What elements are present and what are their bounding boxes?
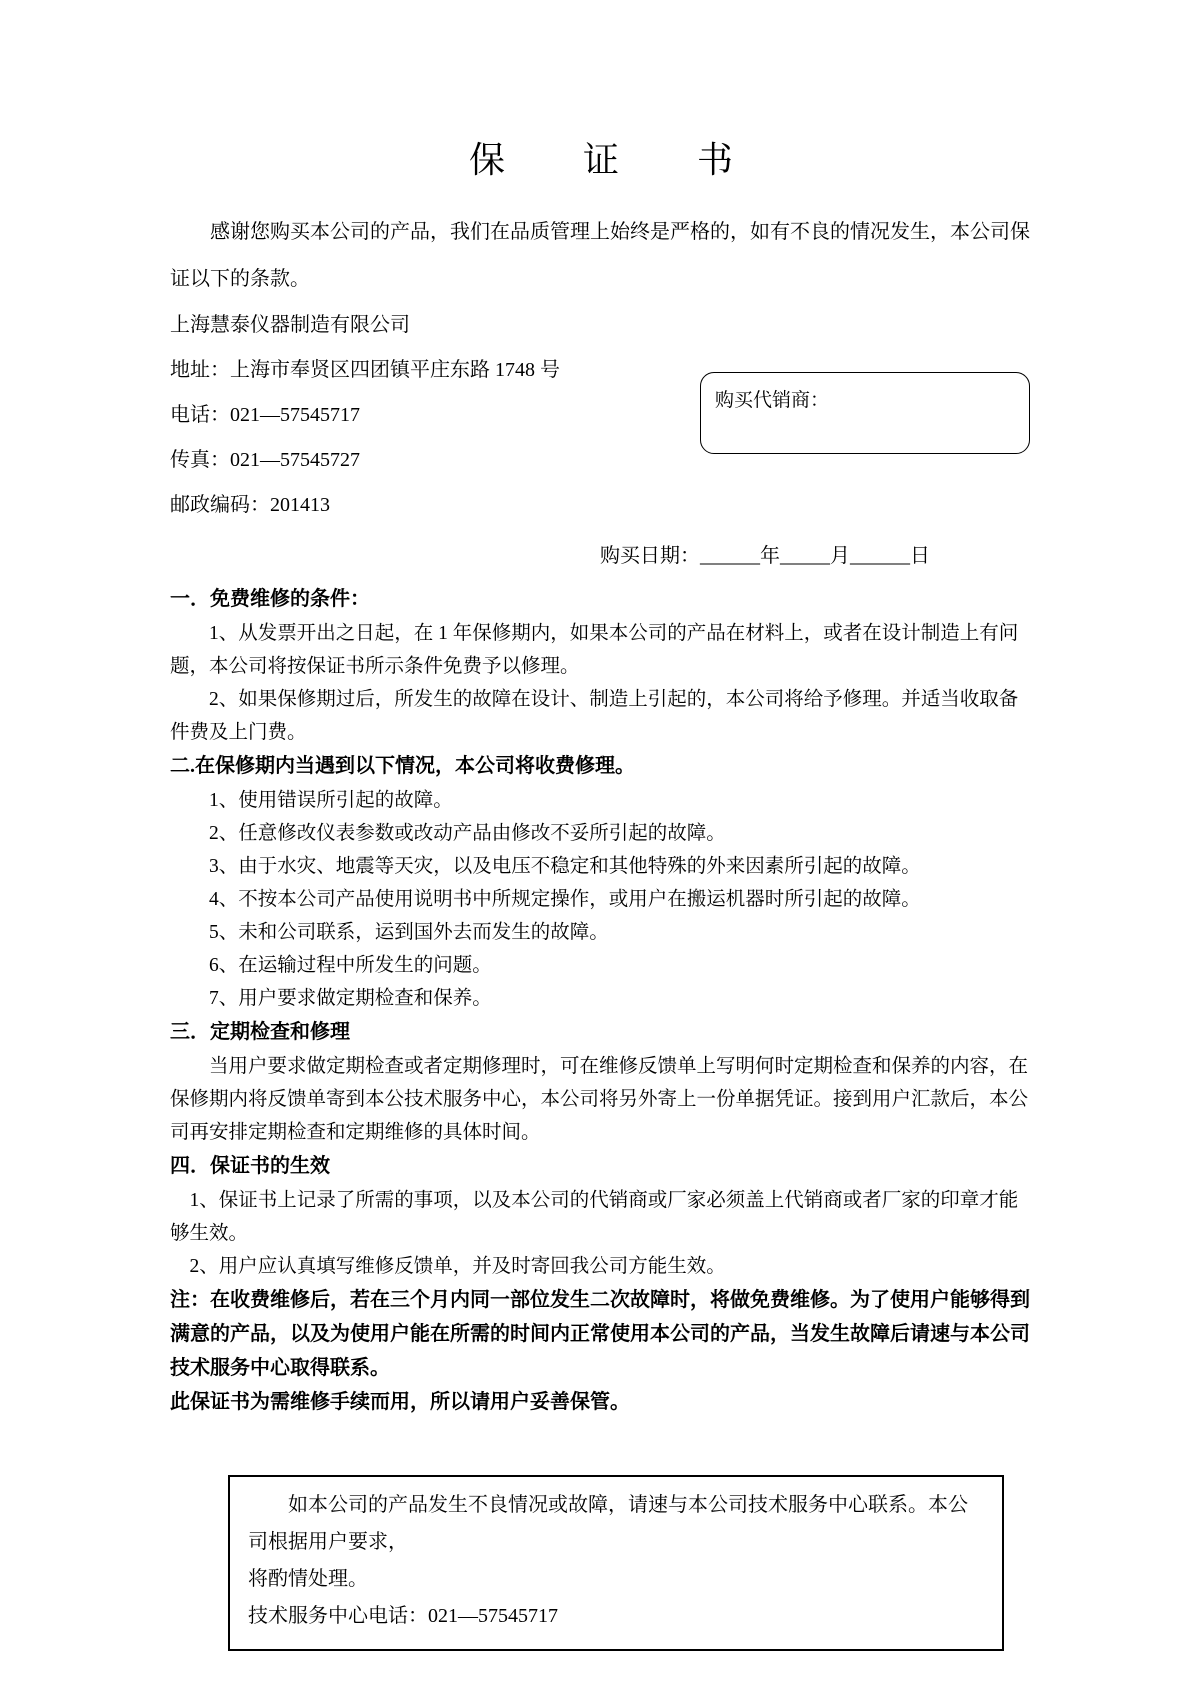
- dealer-box-label: 购买代销商：: [715, 390, 830, 411]
- company-postcode: 邮政编码：201413: [170, 494, 330, 516]
- document-title: 保 证 书: [468, 140, 735, 180]
- section-2-item: 6、在运输过程中所发生的问题。: [209, 955, 492, 976]
- intro-paragraph: 感谢您购买本公司的产品，我们在品质管理上始终是严格的，如有不良的情况发生，本公司保证以下的条款。: [170, 221, 1030, 290]
- section-1-item-2: 2、如果保修期过后，所发生的故障在设计、制造上引起的，本公司将给予修理。并适当收取备件费及上门费。: [170, 689, 1019, 743]
- section-4-heading: 四．保证书的生效: [170, 1155, 330, 1177]
- section-2-heading: 二.在保修期内当遇到以下情况，本公司将收费修理。: [170, 755, 635, 777]
- company-fax: 传真：021—57545727: [170, 449, 360, 471]
- section-4-item-2: 2、用户应认真填写维修反馈单，并及时寄回我公司方能生效。: [189, 1256, 726, 1277]
- section-1-item-1: 1、从发票开出之日起，在 1 年保修期内，如果本公司的产品在材料上，或者在设计制造上有问题，本公司将按保证书所示条件免费予以修理。: [170, 623, 1019, 677]
- section-2-item: 1、使用错误所引起的故障。: [209, 790, 453, 811]
- section-2-item: 7、用户要求做定期检查和保养。: [209, 988, 492, 1009]
- service-box-line-2: 将酌情处理。: [248, 1568, 368, 1590]
- section-2-item: 4、不按本公司产品使用说明书中所规定操作，或用户在搬运机器时所引起的故障。: [209, 889, 921, 910]
- purchase-date-line: 购买日期：______年_____月______日: [600, 545, 930, 567]
- keep-safe-note: 此保证书为需维修手续而用，所以请用户妥善保管。: [170, 1391, 630, 1413]
- company-address: 地址：上海市奉贤区四团镇平庄东路 1748 号: [170, 359, 560, 381]
- section-2-item: 3、由于水灾、地震等天灾，以及电压不稳定和其他特殊的外来因素所引起的故障。: [209, 856, 921, 877]
- service-box-line-3: 技术服务中心电话：021—57545717: [248, 1605, 558, 1627]
- section-4-item-1: 1、保证书上记录了所需的事项，以及本公司的代销商或厂家必须盖上代销商或者厂家的印章才能够生效。: [170, 1190, 1019, 1244]
- fee-repair-note: 注：在收费维修后，若在三个月内同一部位发生二次故障时，将做免费维修。为了使用户能够得到满意的产品，以及为使用户能在所需的时间内正常使用本公司的产品，当发生故障后请速与本公司技术服务中心取得联系。: [170, 1289, 1030, 1379]
- company-name: 上海慧泰仪器制造有限公司: [170, 314, 410, 336]
- section-3-body: 当用户要求做定期检查或者定期修理时，可在维修反馈单上写明何时定期检查和保养的内容，在保修期内将反馈单寄到本公技术服务中心，本公司将另外寄上一份单据凭证。接到用户汇款后，本公司再安排定期检查和定期维修的具体时间。: [170, 1056, 1029, 1143]
- service-box-line-1: 如本公司的产品发生不良情况或故障，请速与本公司技术服务中心联系。本公司根据用户要求，: [248, 1494, 968, 1553]
- section-2-item: 2、任意修改仪表参数或改动产品由修改不妥所引起的故障。: [209, 823, 726, 844]
- company-phone: 电话：021—57545717: [170, 404, 360, 426]
- section-2-item: 5、未和公司联系，运到国外去而发生的故障。: [209, 922, 609, 943]
- section-1-heading: 一．免费维修的条件：: [170, 588, 370, 610]
- service-contact-box: [228, 1475, 1004, 1651]
- document-content: [170, 132, 1034, 1651]
- section-3-heading: 三．定期检查和修理: [170, 1021, 350, 1043]
